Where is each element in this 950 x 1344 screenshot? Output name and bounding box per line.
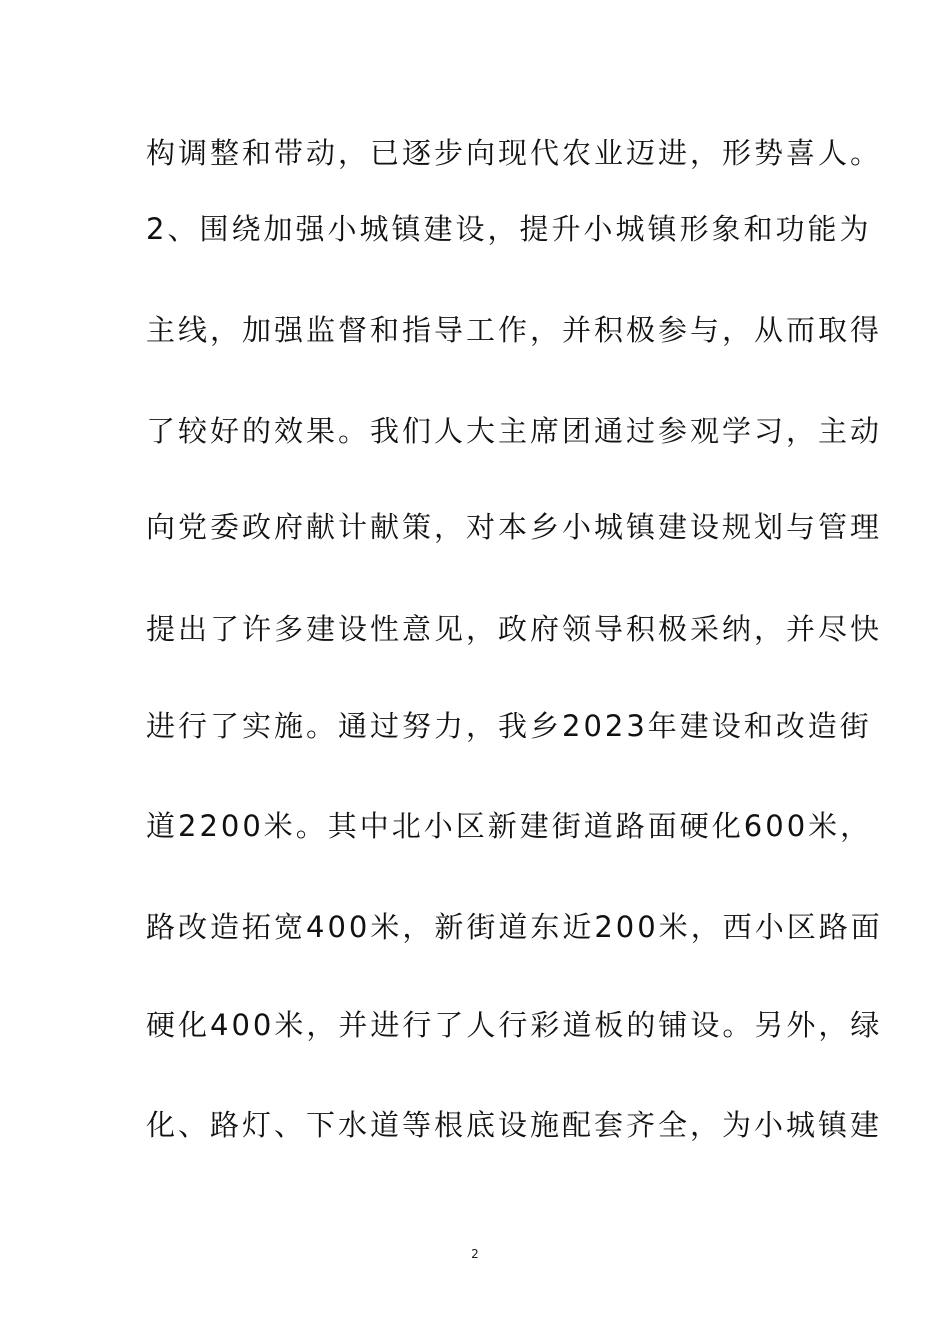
body-text-line-11: 化、路灯、下水道等根底设施配套齐全，为小城镇建 <box>146 1108 883 1142</box>
body-text-line-5: 向党委政府献计献策，对本乡小城镇建设规划与管理 <box>146 510 883 544</box>
body-text-line-7: 进行了实施。通过努力，我乡2023年建设和改造街 <box>146 709 872 743</box>
body-text-line-4: 了较好的效果。我们人大主席团通过参观学习，主动 <box>146 414 883 448</box>
body-text-line-1: 构调整和带动，已逐步向现代农业迈进，形势喜人。 <box>146 136 883 170</box>
body-text-line-2: 2、围绕加强小城镇建设，提升小城镇形象和功能为 <box>146 212 872 246</box>
body-text-line-6: 提出了许多建设性意见，政府领导积极采纳，并尽快 <box>146 612 883 646</box>
body-text-line-9: 路改造拓宽400米，新街道东近200米，西小区路面 <box>146 910 883 944</box>
body-text-line-8: 道2200米。其中北小区新建街道路面硬化600米， <box>146 809 873 843</box>
body-text-line-10: 硬化400米，并进行了人行彩道板的铺设。另外，绿 <box>146 1008 883 1042</box>
page-number: 2 <box>471 1247 479 1261</box>
body-text-line-3: 主线，加强监督和指导工作，并积极参与，从而取得 <box>146 313 883 347</box>
